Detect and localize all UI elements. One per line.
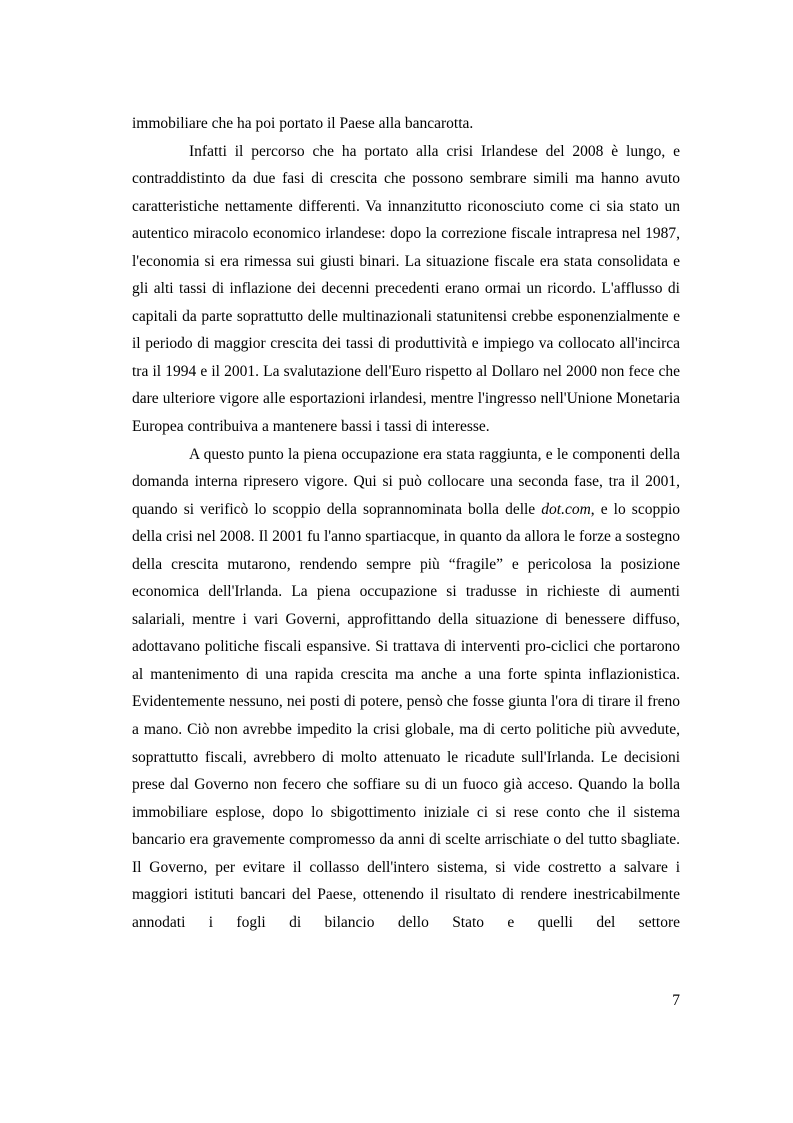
paragraph-second-phase-text-before: A questo punto la piena occupazione era stata raggiunta, e le componenti della domanda interna ripresero vigore. Qui si può collocare una seconda fase, tra il 2001, quando si verificò lo scoppio della soprannominata bolla delle: [132, 445, 680, 518]
paragraph-continuation: immobiliare che ha poi portato il Paese alla bancarotta.: [132, 115, 474, 132]
paragraph-second-phase-text-after: , e lo scoppio della crisi nel 2008. Il 2001 fu l'anno spartiacque, in quanto da allora le forze a sostegno della crescita mutarono, rendendo sempre più “fragile” e pericolosa la posizione economica dell'Irlanda. La piena occupazione si tradusse in richieste di aumenti salariali, mentre i vari Governi, approfittando della situazione di benessere diffuso, adottavano politiche fiscali espansive. Si trattava di interventi pro-ciclici che portarono al mantenimento di una rapida crescita ma anche a una forte spinta inflazionistica. Evidentemente nessuno, nei posti di potere, pensò che fosse giunta l'ora di tirare il freno a mano. Ciò non avrebbe impedito la crisi globale, ma di certo politiche più avvedute, soprattutto fiscali, avrebbero di molto attenuato le ricadute sull'Irlanda. Le decisioni prese dal Governo non fecero che soffiare su di un fuoco già acceso. Quando la bolla immobiliare esplose, dopo lo sbigottimento iniziale ci si rese conto che il sistema bancario era gravemente compromesso da anni di scelte arrischiate o del tutto sbagliate. Il Governo, per evitare il collasso dell'intero sistema, si vide costretto a salvare i maggiori istituti bancari del Paese, ottenendo il risultato di rendere inestricabilmente annodati i fogli di bilancio dello Stato e quelli del settore: [132, 500, 681, 931]
dotcom-term: dot.com: [541, 500, 591, 518]
paragraph-irish-miracle: Infatti il percorso che ha portato alla crisi Irlandese del 2008 è lungo, e contraddistinto da due fasi di crescita che possono sembrare simili ma hanno avuto caratteristiche nettamente differenti. Va innanzitutto riconosciuto come ci sia stato un autentico miracolo economico irlandese: dopo la correzione fiscale intrapresa nel 1987, l'economia si era rimessa sui giusti binari. La situazione fiscale era stata consolidata e gli alti tassi di inflazione dei decenni precedenti erano ormai un ricordo. L'afflusso di capitali da parte soprattutto delle multinazionali statunitensi crebbe esponenzialmente e il periodo di maggior crescita dei tassi di produttività e impiego va collocato all'incirca tra il 1994 e il 2001. La svalutazione dell'Euro rispetto al Dollaro nel 2000 non fece che dare ulteriore vigore alle esportazioni irlandesi, mentre l'ingresso nell'Unione Monetaria Europea contribuiva a mantenere bassi i tassi di interesse.: [132, 142, 680, 436]
body-text: [132, 110, 680, 936]
page-number: 7: [672, 992, 680, 1009]
paragraph-second-phase: [132, 441, 680, 937]
